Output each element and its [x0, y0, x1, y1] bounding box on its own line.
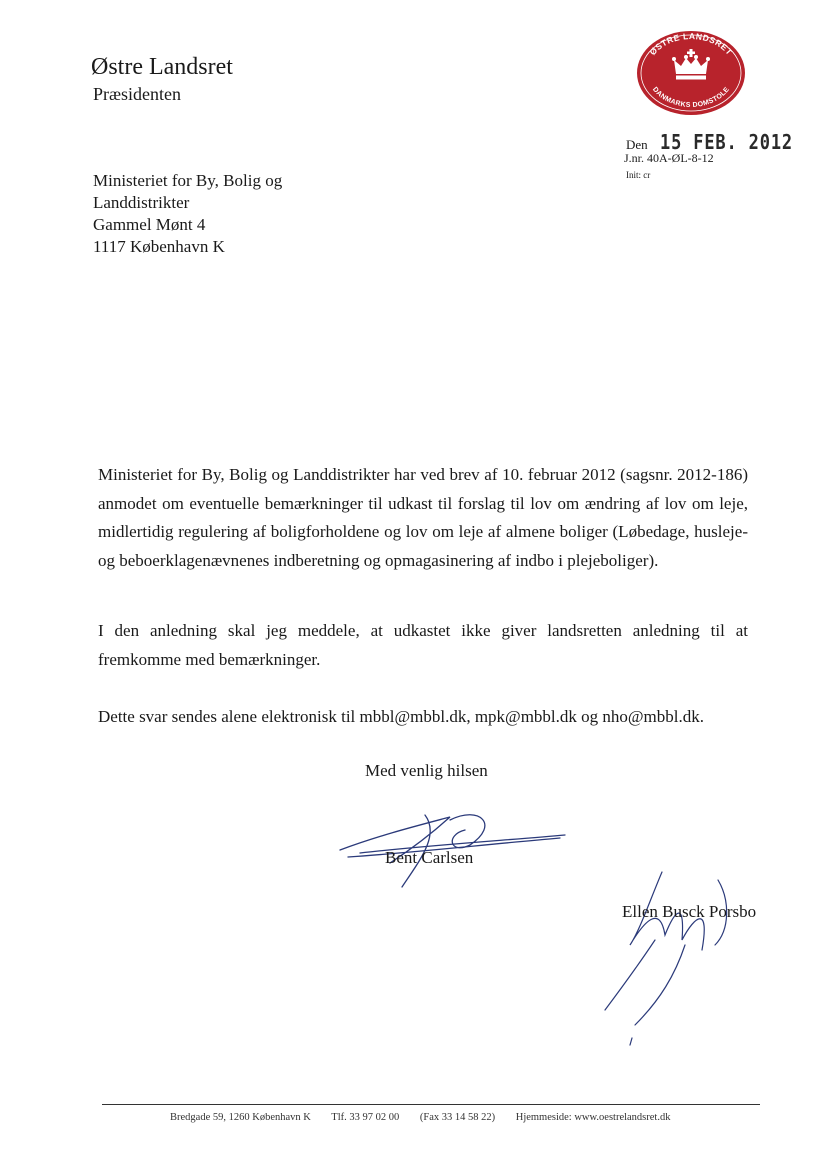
signatory-name: Ellen Busck Porsbo — [622, 902, 757, 921]
recipient-address — [93, 170, 282, 258]
address-line: Landdistrikter — [93, 193, 190, 212]
department-name: Præsidenten — [93, 84, 181, 104]
journal-number: J.nr. 40A-ØL-8-12 — [624, 151, 714, 165]
address-line: 1117 København K — [93, 237, 225, 256]
address-line: Ministeriet for By, Bolig og — [93, 171, 283, 190]
footer-divider — [102, 1104, 760, 1105]
date-stamp: 15 FEB. 2012 — [659, 130, 793, 154]
initials: Init: cr — [626, 170, 651, 180]
date-label: Den — [626, 137, 648, 152]
svg-text:ØSTRE LANDSRET: ØSTRE LANDSRET — [647, 30, 735, 58]
closing-salutation: Med venlig hilsen — [365, 761, 488, 780]
body-paragraph: Dette svar sendes alene elektronisk til mbbl@mbbl.dk, mpk@mbbl.dk og nho@mbbl.dk. — [98, 707, 704, 726]
footer-fax: (Fax 33 14 58 22) — [419, 1112, 496, 1123]
signatory-name: Bent Carlsen — [385, 848, 474, 867]
organization-name: Østre Landsret — [91, 54, 233, 80]
svg-text:DANMARKS DOMSTOLE: DANMARKS DOMSTOLE — [650, 86, 732, 110]
body-paragraph: I den anledning skal jeg meddele, at udkastet ikke giver landsretten anledning til at fremkomme med bemærkninger. — [98, 621, 748, 669]
court-seal — [636, 30, 746, 116]
footer-address: Bredgade 59, 1260 København K — [170, 1112, 311, 1123]
footer — [170, 1112, 688, 1123]
body-paragraph: Ministeriet for By, Bolig og Landdistrikter har ved brev af 10. februar 2012 (sagsnr. 2012-186) anmodet om eventuelle bemærkninger til udkast til forslag til lov om ændring af lov om leje, midlertidig regulering af boligforholdene og lov om leje af almene boliger (Løbedage, husleje- og beboerklagenævnenes indberetning og opmagasinering af indbo i plejeboliger). — [98, 465, 748, 570]
address-line: Gammel Mønt 4 — [93, 215, 206, 234]
footer-phone: Tlf. 33 97 02 00 — [331, 1112, 400, 1123]
footer-website: Hjemmeside: www.oestrelandsret.dk — [515, 1112, 671, 1123]
signature-ellen-busck-porsbo — [590, 860, 740, 1050]
